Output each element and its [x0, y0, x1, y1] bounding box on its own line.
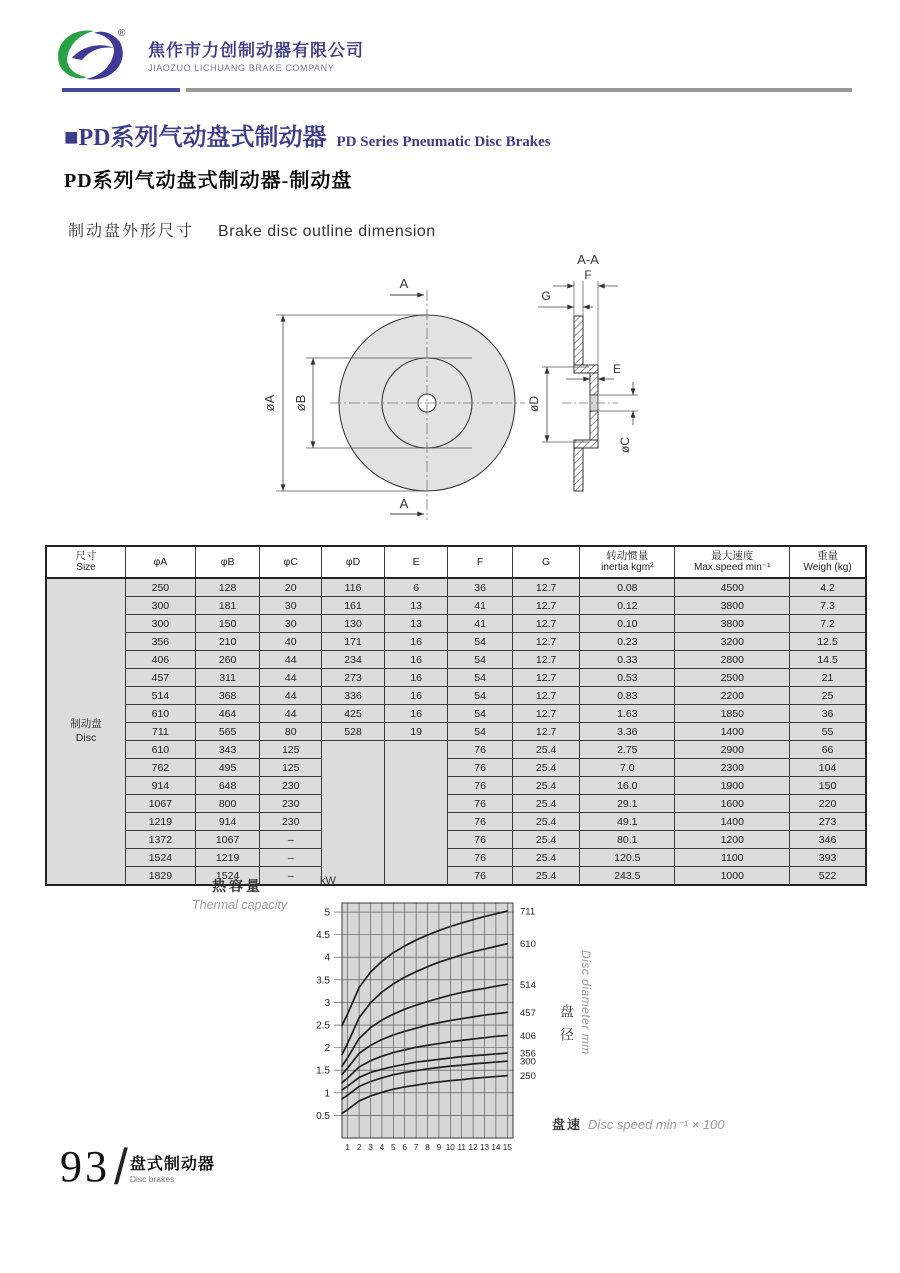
- table-cell: 13: [385, 615, 448, 633]
- curve-label: 250: [520, 1071, 536, 1083]
- company-name-cn: 焦作市力创制动器有限公司: [148, 41, 364, 60]
- x-tick-label: 6: [402, 1143, 407, 1152]
- footer-title-block: [130, 1151, 215, 1184]
- table-cell: 346: [790, 831, 866, 849]
- table-cell: 41: [448, 597, 513, 615]
- col-header-phi-a: φA: [126, 546, 196, 578]
- section-view: [527, 252, 638, 491]
- disc-section-profile: [574, 316, 598, 491]
- table-cell: 125: [260, 759, 322, 777]
- table-cell: 711: [126, 723, 196, 741]
- x-tick-label: 5: [391, 1143, 396, 1152]
- x-tick-label: 9: [436, 1143, 442, 1152]
- table-cell: 29.1: [580, 795, 675, 813]
- table-cell: 125: [260, 741, 322, 759]
- table-cell: 12.7: [513, 687, 580, 705]
- col-header-phi-c: φC: [260, 546, 322, 578]
- header-divider: [62, 88, 852, 92]
- table-cell: 25.4: [513, 777, 580, 795]
- table-row: [46, 578, 866, 597]
- table-cell: 230: [260, 795, 322, 813]
- table-cell: 1829: [126, 867, 196, 886]
- table-cell: 49.1: [580, 813, 675, 831]
- y-tick-label: 5: [324, 907, 330, 919]
- front-view: [262, 276, 525, 520]
- table-cell: 273: [790, 813, 866, 831]
- table-cell: 44: [260, 687, 322, 705]
- table-cell: 457: [126, 669, 196, 687]
- table-cell: 1524: [126, 849, 196, 867]
- table-cell: 13: [385, 597, 448, 615]
- table-cell: 12.7: [513, 669, 580, 687]
- table-row: [46, 615, 866, 633]
- table-cell: 1000: [675, 867, 790, 886]
- table-cell: 44: [260, 651, 322, 669]
- table-cell: 16: [385, 705, 448, 723]
- table-cell: 171: [321, 633, 384, 651]
- table-cell: 16: [385, 687, 448, 705]
- table-cell: 25.4: [513, 867, 580, 886]
- table-cell: 0.10: [580, 615, 675, 633]
- table-row: [46, 687, 866, 705]
- footer-slash: /: [114, 1139, 128, 1195]
- table-row: [46, 651, 866, 669]
- section-label-bottom: A: [399, 496, 409, 511]
- table-row: [46, 849, 866, 867]
- x-tick-label: 3: [368, 1143, 373, 1152]
- chart-title-en: Thermal capacity: [192, 898, 288, 912]
- table-cell: 44: [260, 669, 322, 687]
- table-cell: 12.5: [790, 633, 866, 651]
- table-cell: 230: [260, 777, 322, 795]
- table-cell: 1850: [675, 705, 790, 723]
- thermal-capacity-chart: [290, 870, 560, 1170]
- table-cell: 2300: [675, 759, 790, 777]
- y-tick-label: 1: [324, 1088, 330, 1100]
- table-cell: 273: [321, 669, 384, 687]
- table-cell: [385, 741, 448, 886]
- table-cell: 2800: [675, 651, 790, 669]
- curve-label: 514: [520, 979, 536, 991]
- dim-label-e: E: [612, 362, 622, 376]
- table-cell: 120.5: [580, 849, 675, 867]
- table-cell: 12.7: [513, 615, 580, 633]
- table-cell: 19: [385, 723, 448, 741]
- table-cell: 528: [321, 723, 384, 741]
- table-cell: 220: [790, 795, 866, 813]
- table-cell: 54: [448, 687, 513, 705]
- col-header-inertia: 转动惯量 inertia kgm²: [580, 546, 675, 578]
- table-row: [46, 741, 866, 759]
- table-row: [46, 669, 866, 687]
- brake-disc-drawing: [250, 238, 670, 538]
- dim-label-f: F: [584, 268, 592, 282]
- company-name-en: JIAOZUO LICHUANG BRAKE COMPANY: [148, 63, 335, 73]
- company-logo: [48, 24, 140, 86]
- table-cell: 14.5: [790, 651, 866, 669]
- table-cell: 66: [790, 741, 866, 759]
- dim-label-inner-dia: øB: [293, 394, 308, 412]
- table-row: [46, 597, 866, 615]
- y-tick-label: 4.5: [316, 930, 330, 942]
- table-cell: 12.7: [513, 578, 580, 597]
- table-row: [46, 795, 866, 813]
- table-cell: 2900: [675, 741, 790, 759]
- right-axis-label-en: Disc diameter mm: [579, 950, 593, 1055]
- x-tick-label: 12: [468, 1143, 478, 1152]
- table-cell: 3.36: [580, 723, 675, 741]
- col-header-phi-b: φB: [195, 546, 260, 578]
- table-cell: 0.53: [580, 669, 675, 687]
- table-cell: 76: [448, 849, 513, 867]
- chart-title-cn: 热容量: [212, 878, 263, 894]
- table-cell: –: [260, 831, 322, 849]
- table-cell: 7.2: [790, 615, 866, 633]
- row-group-label: 制动盘 Disc: [46, 578, 126, 885]
- curve-label: 406: [520, 1030, 536, 1042]
- col-header-f: F: [448, 546, 513, 578]
- table-cell: 40: [260, 633, 322, 651]
- x-axis-label: [552, 1114, 725, 1133]
- table-cell: 150: [195, 615, 260, 633]
- table-cell: 343: [195, 741, 260, 759]
- table-cell: 610: [126, 741, 196, 759]
- table-cell: 464: [195, 705, 260, 723]
- table-cell: 76: [448, 759, 513, 777]
- table-cell: 4500: [675, 578, 790, 597]
- table-cell: 80.1: [580, 831, 675, 849]
- table-cell: 914: [195, 813, 260, 831]
- table-cell: 1400: [675, 723, 790, 741]
- table-cell: 0.08: [580, 578, 675, 597]
- table-cell: 0.12: [580, 597, 675, 615]
- table-cell: 36: [448, 578, 513, 597]
- table-cell: 800: [195, 795, 260, 813]
- x-axis-label-cn: 盘速: [552, 1117, 583, 1132]
- table-cell: 116: [321, 578, 384, 597]
- table-cell: 1200: [675, 831, 790, 849]
- table-cell: 181: [195, 597, 260, 615]
- table-cell: 161: [321, 597, 384, 615]
- table-cell: 7.3: [790, 597, 866, 615]
- table-cell: 25.4: [513, 759, 580, 777]
- y-axis-unit-label: kW: [320, 875, 336, 887]
- table-cell: 16: [385, 633, 448, 651]
- table-cell: 3200: [675, 633, 790, 651]
- table-cell: 54: [448, 633, 513, 651]
- section-heading-cn: 制动盘外形尺寸: [68, 223, 195, 240]
- dim-label-g: G: [541, 289, 551, 303]
- company-name-block: [148, 36, 364, 73]
- table-cell: 300: [126, 597, 196, 615]
- table-cell: 76: [448, 867, 513, 886]
- table-cell: 76: [448, 741, 513, 759]
- divider-purple-segment: [62, 88, 180, 92]
- x-tick-label: 2: [356, 1143, 362, 1152]
- col-header-e: E: [385, 546, 448, 578]
- col-header-phi-d: φD: [321, 546, 384, 578]
- table-cell: 2500: [675, 669, 790, 687]
- x-tick-label: 8: [425, 1143, 430, 1152]
- table-cell: 522: [790, 867, 866, 886]
- y-tick-label: 1.5: [316, 1065, 330, 1077]
- table-cell: 1.63: [580, 705, 675, 723]
- table-cell: 30: [260, 615, 322, 633]
- table-cell: 2200: [675, 687, 790, 705]
- table-cell: 3800: [675, 615, 790, 633]
- table-cell: 565: [195, 723, 260, 741]
- table-cell: 230: [260, 813, 322, 831]
- table-cell: 54: [448, 723, 513, 741]
- right-axis-label-cn: 盘径: [559, 1004, 575, 1050]
- table-cell: 54: [448, 669, 513, 687]
- table-cell: 76: [448, 831, 513, 849]
- table-cell: 0.83: [580, 687, 675, 705]
- table-cell: 210: [195, 633, 260, 651]
- company-logo-icon: [48, 24, 140, 86]
- series-title: [64, 126, 551, 150]
- y-tick-label: 0.5: [316, 1110, 330, 1122]
- table-cell: 25.4: [513, 831, 580, 849]
- y-tick-label: 2.5: [316, 1020, 330, 1032]
- table-cell: –: [260, 849, 322, 867]
- table-cell: 25.4: [513, 795, 580, 813]
- section-view-title: A-A: [577, 252, 599, 267]
- table-cell: 128: [195, 578, 260, 597]
- table-cell: 300: [126, 615, 196, 633]
- table-cell: 610: [126, 705, 196, 723]
- table-cell: 1900: [675, 777, 790, 795]
- table-cell: –: [260, 867, 322, 886]
- table-cell: 4.2: [790, 578, 866, 597]
- table-cell: 44: [260, 705, 322, 723]
- table-cell: 3800: [675, 597, 790, 615]
- table-cell: [321, 741, 384, 886]
- y-tick-label: 4: [324, 952, 330, 964]
- table-cell: 6: [385, 578, 448, 597]
- table-cell: 0.33: [580, 651, 675, 669]
- x-tick-label: 7: [413, 1143, 419, 1152]
- page-title: PD系列气动盘式制动器-制动盘: [64, 170, 353, 192]
- curve-label: 300: [520, 1056, 536, 1068]
- section-label-top: A: [399, 276, 409, 291]
- curve-label: 457: [520, 1007, 536, 1019]
- page-number: 93: [60, 1142, 110, 1191]
- table-cell: 1600: [675, 795, 790, 813]
- table-header-row: [46, 546, 866, 578]
- section-heading-en: Brake disc outline dimension: [218, 223, 436, 240]
- table-cell: 260: [195, 651, 260, 669]
- table-row: [46, 759, 866, 777]
- x-tick-label: 11: [457, 1143, 466, 1152]
- table-cell: 20: [260, 578, 322, 597]
- dim-label-hub-dia: øD: [527, 396, 541, 412]
- table-cell: 54: [448, 705, 513, 723]
- footer-title-cn: 盘式制动器: [129, 1156, 215, 1173]
- table-cell: 25.4: [513, 849, 580, 867]
- table-row: [46, 633, 866, 651]
- table-cell: 495: [195, 759, 260, 777]
- table-cell: 12.7: [513, 651, 580, 669]
- x-tick-label: 1: [345, 1143, 350, 1152]
- table-cell: 311: [195, 669, 260, 687]
- table-cell: 1067: [195, 831, 260, 849]
- y-tick-label: 3: [324, 997, 330, 1009]
- table-cell: 7.0: [580, 759, 675, 777]
- table-cell: 250: [126, 578, 196, 597]
- table-cell: 30: [260, 597, 322, 615]
- table-cell: 76: [448, 813, 513, 831]
- table-cell: 130: [321, 615, 384, 633]
- table-cell: 762: [126, 759, 196, 777]
- table-cell: 234: [321, 651, 384, 669]
- divider-gray-segment: [186, 88, 852, 92]
- series-title-en: PD Series Pneumatic Disc Brakes: [336, 133, 551, 150]
- x-tick-label: 13: [479, 1143, 490, 1152]
- series-title-cn: ■PD系列气动盘式制动器: [64, 125, 327, 151]
- table-row: [46, 705, 866, 723]
- table-cell: 368: [195, 687, 260, 705]
- table-cell: 25.4: [513, 741, 580, 759]
- x-tick-label: 10: [445, 1143, 455, 1152]
- page-footer: [60, 1139, 215, 1195]
- table-cell: 80: [260, 723, 322, 741]
- page-header: [48, 24, 364, 86]
- curve-label: 711: [520, 906, 536, 918]
- table-cell: 76: [448, 777, 513, 795]
- table-cell: 36: [790, 705, 866, 723]
- table-cell: 1219: [195, 849, 260, 867]
- table-cell: 25.4: [513, 813, 580, 831]
- table-cell: 406: [126, 651, 196, 669]
- table-cell: 104: [790, 759, 866, 777]
- table-cell: 12.7: [513, 723, 580, 741]
- registered-mark: ®: [118, 28, 126, 39]
- table-cell: 1524: [195, 867, 260, 886]
- table-cell: 76: [448, 795, 513, 813]
- table-cell: 914: [126, 777, 196, 795]
- table-cell: 648: [195, 777, 260, 795]
- table-cell: 425: [321, 705, 384, 723]
- table-row: [46, 813, 866, 831]
- table-cell: 1067: [126, 795, 196, 813]
- table-row: [46, 831, 866, 849]
- footer-title-en: Disc brakes: [129, 1174, 175, 1184]
- table-cell: 1100: [675, 849, 790, 867]
- dim-label-outer-dia: øA: [262, 394, 277, 412]
- table-cell: 0.23: [580, 633, 675, 651]
- table-cell: 25: [790, 687, 866, 705]
- table-cell: 16: [385, 651, 448, 669]
- table-cell: 356: [126, 633, 196, 651]
- table-cell: 336: [321, 687, 384, 705]
- x-tick-label: 14: [491, 1143, 501, 1152]
- table-cell: 1219: [126, 813, 196, 831]
- table-cell: 1372: [126, 831, 196, 849]
- table-row: [46, 777, 866, 795]
- table-cell: 2.75: [580, 741, 675, 759]
- y-tick-label: 3.5: [316, 975, 330, 987]
- table-cell: 150: [790, 777, 866, 795]
- table-cell: 16: [385, 669, 448, 687]
- col-header-weight: 重量 Weigh (kg): [790, 546, 866, 578]
- table-cell: 16.0: [580, 777, 675, 795]
- x-axis-label-en: Disc speed min⁻¹ × 100: [588, 1117, 725, 1132]
- table-cell: 393: [790, 849, 866, 867]
- table-cell: 1400: [675, 813, 790, 831]
- col-header-g: G: [513, 546, 580, 578]
- table-cell: 55: [790, 723, 866, 741]
- x-tick-label: 4: [379, 1143, 385, 1152]
- table-cell: 12.7: [513, 705, 580, 723]
- table-cell: 54: [448, 651, 513, 669]
- col-header-size: 尺寸 Size: [46, 546, 126, 578]
- table-cell: 41: [448, 615, 513, 633]
- dimension-table: [45, 545, 867, 886]
- curve-label: 356: [520, 1048, 536, 1060]
- col-header-max-speed: 最大速度 Max.speed min⁻¹: [675, 546, 790, 578]
- table-row: [46, 723, 866, 741]
- table-cell: 12.7: [513, 633, 580, 651]
- table-cell: 514: [126, 687, 196, 705]
- table-cell: 243.5: [580, 867, 675, 886]
- y-tick-label: 2: [324, 1043, 330, 1055]
- x-tick-label: 15: [502, 1143, 512, 1152]
- dim-label-bore-dia: øC: [618, 437, 632, 453]
- curve-label: 610: [520, 939, 536, 951]
- table-cell: 21: [790, 669, 866, 687]
- table-cell: 12.7: [513, 597, 580, 615]
